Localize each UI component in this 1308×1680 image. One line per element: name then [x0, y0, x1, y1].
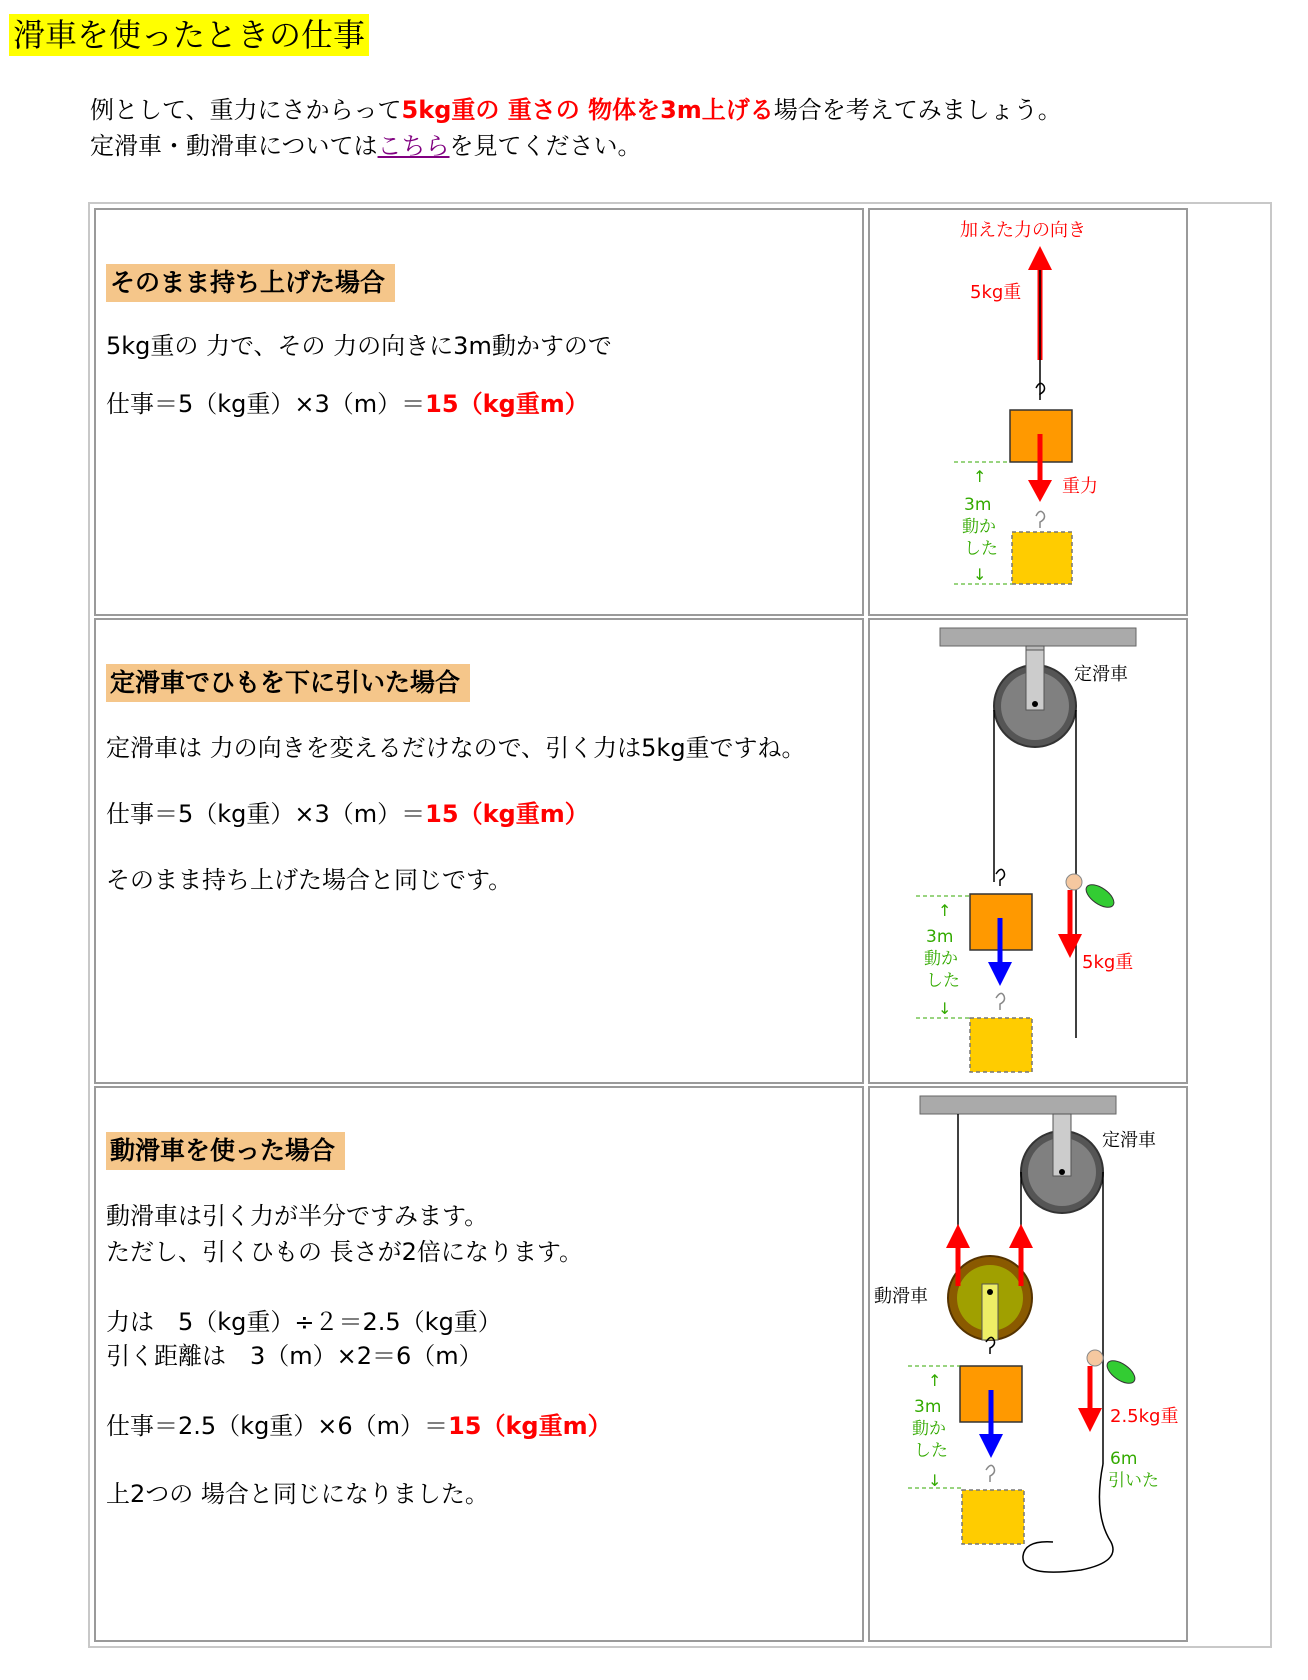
- direct-lift-heading: そのまま持ち上げた場合: [106, 264, 395, 302]
- intro-line-1: [90, 92, 1062, 128]
- arrowhead-up-left: [946, 1224, 970, 1248]
- intro-text-2: 定滑車・動滑車については: [90, 132, 378, 160]
- loose-rope: [1023, 1464, 1113, 1572]
- ghost-box: [1012, 532, 1072, 584]
- intro-emphasis: 5kg重の 重さの 物体を3m上げる: [401, 96, 774, 124]
- ghost-hook: [1036, 511, 1045, 528]
- direct-lift-figure-cell: [868, 208, 1188, 616]
- arrowhead-blue: [979, 1434, 1003, 1458]
- intro-text: 例として、重力にさからって: [90, 96, 402, 124]
- dim-arrow-up: ↑: [938, 901, 952, 920]
- distance-calculation: 引く距離は 3（m）×2＝6（m）: [106, 1342, 483, 1370]
- intro: [90, 92, 1062, 164]
- dim-arrow-down: ↓: [928, 1471, 942, 1490]
- direct-lift-text-cell: [94, 208, 864, 616]
- dim-arrow-up: ↑: [973, 467, 987, 486]
- examples-table: [88, 202, 1272, 1648]
- moving-pulley-text-cell: [94, 1086, 864, 1642]
- fixed-pulley-label: 定滑車: [1074, 664, 1128, 685]
- hook: [996, 869, 1005, 886]
- moved-label-3: した: [914, 1441, 948, 1461]
- force-direction-label: 加えた力の向き: [960, 220, 1086, 241]
- ceiling: [940, 628, 1136, 646]
- moved-label-1: 3m: [964, 495, 992, 515]
- fixed-pulley-label: 定滑車: [1102, 1130, 1156, 1151]
- arrowhead-up: [1028, 246, 1052, 270]
- axle: [1032, 701, 1038, 707]
- pulley-info-link[interactable]: こちら: [377, 132, 450, 160]
- arrowhead-down: [1028, 480, 1052, 502]
- direct-lift-work: [106, 386, 589, 422]
- moved-label-1: 3m: [926, 927, 954, 947]
- hand: [1087, 1350, 1103, 1366]
- fixed-pulley-text-cell: [94, 618, 864, 1084]
- moved-label-3: した: [926, 971, 960, 991]
- arrowhead-down: [1078, 1408, 1102, 1432]
- arrowhead-up-right: [1009, 1224, 1033, 1248]
- ceiling: [920, 1096, 1116, 1114]
- moving-pulley-diagram: [870, 1088, 1186, 1640]
- page-title: 滑車を使ったときの仕事: [9, 14, 369, 56]
- moving-pulley-conclusion: 上2つの 場合と同じになりました。: [106, 1480, 489, 1508]
- work-result: 15（kg重m）: [425, 800, 589, 828]
- arrowhead-down: [1058, 934, 1082, 958]
- direct-lift-diagram: [870, 210, 1186, 614]
- applied-force-label: 5kg重: [970, 282, 1022, 303]
- axle: [1059, 1169, 1065, 1175]
- intro-text-end: 場合を考えてみましょう。: [773, 96, 1062, 124]
- work-formula: 仕事＝2.5（kg重）×6（m）＝: [106, 1412, 449, 1440]
- pulled-label-1: 6m: [1110, 1449, 1138, 1469]
- ghost-hook: [986, 1465, 995, 1482]
- moved-label-3: した: [964, 539, 998, 559]
- work-result: 15（kg重m）: [448, 1412, 612, 1440]
- moving-pulley-explanation-1: 動滑車は引く力が半分ですみます。: [106, 1202, 489, 1230]
- pull-force-label: 2.5kg重: [1110, 1406, 1179, 1427]
- moving-pulley-work: [106, 1408, 612, 1444]
- moved-label-2: 動か: [924, 949, 958, 969]
- work-result: 15（kg重m）: [425, 390, 589, 418]
- ghost-box: [962, 1490, 1024, 1544]
- fixed-pulley-heading: 定滑車でひもを下に引いた場合: [106, 664, 470, 702]
- dim-arrow-up: ↑: [928, 1371, 942, 1390]
- ghost-hook: [996, 993, 1005, 1010]
- moving-axle: [987, 1289, 993, 1295]
- ghost-box: [970, 1018, 1032, 1072]
- hand: [1066, 874, 1082, 890]
- work-formula: 仕事＝5（kg重）×3（m）＝: [106, 800, 426, 828]
- moved-label-2: 動か: [912, 1419, 946, 1439]
- moving-pulley-heading: 動滑車を使った場合: [106, 1132, 345, 1170]
- moving-pulley-label: 動滑車: [874, 1286, 928, 1307]
- work-formula: 仕事＝5（kg重）×3（m）＝: [106, 390, 426, 418]
- arrowhead-blue: [988, 962, 1012, 986]
- moving-pulley-figure-cell: [868, 1086, 1188, 1642]
- direct-lift-explanation: 5kg重の 力で、その 力の向きに3m動かすので: [106, 332, 612, 360]
- pulley-axle-arm: [1053, 1114, 1071, 1176]
- intro-line-2: [90, 128, 1062, 164]
- intro-text-2-end: を見てください。: [449, 132, 642, 160]
- fixed-pulley-explanation: 定滑車は 力の向きを変えるだけなので、引く力は5kg重ですね。: [106, 734, 806, 762]
- hand-sleeve: [1082, 880, 1117, 911]
- dim-arrow-down: ↓: [938, 999, 952, 1018]
- pull-force-label: 5kg重: [1082, 952, 1134, 973]
- moved-label-1: 3m: [914, 1397, 942, 1417]
- force-calculation: 力は 5（kg重）÷２＝2.5（kg重）: [106, 1308, 502, 1336]
- fixed-pulley-conclusion: そのまま持ち上げた場合と同じです。: [106, 866, 513, 894]
- pulled-label-2: 引いた: [1108, 1471, 1159, 1491]
- hand-sleeve: [1103, 1356, 1138, 1387]
- gravity-label: 重力: [1062, 476, 1098, 497]
- fixed-pulley-figure-cell: [868, 618, 1188, 1084]
- fixed-pulley-work: [106, 796, 589, 832]
- dim-arrow-down: ↓: [973, 565, 987, 584]
- moved-label-2: 動か: [962, 517, 996, 537]
- moving-pulley-explanation-2: ただし、引くひもの 長さが2倍になります。: [106, 1238, 583, 1266]
- fixed-pulley-diagram: [870, 620, 1186, 1082]
